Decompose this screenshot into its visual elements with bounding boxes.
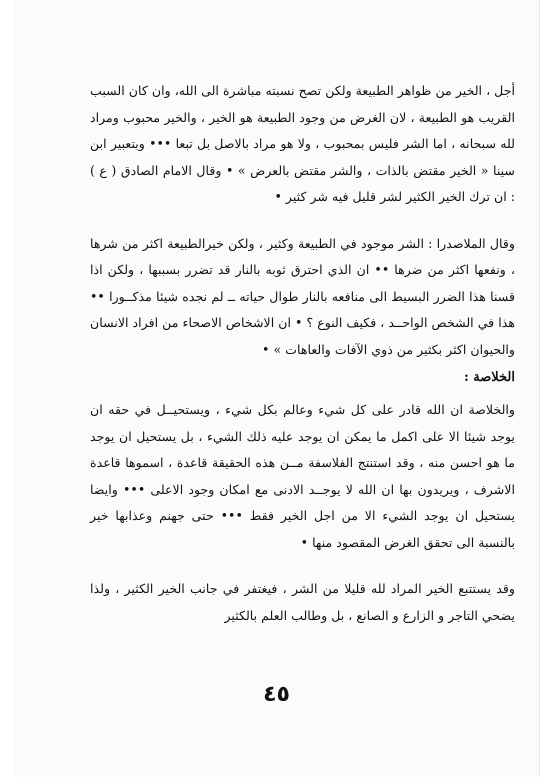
section-heading: الخلاصة :	[463, 370, 515, 385]
paragraph-1: أجل ، الخير من ظواهر الطبيعة ولكن تصح نسبته مباشرة الى الله، وان كان السبب القريب هو الطبيعة ، لان الغرض من وجود الطبيعة هو الخير ، والخير محبوب ومراد لله سبحانه ، اما الشر فليس بمحبوب ، ولا هو مراد بالاصل بل تبعا ••• وبتعبير ابن سينا « الخير مقتض بالذات ، والشر مقتض بالعرض » • وقال الامام الصادق ( ع ) : ان ترك الخير الكثير لشر قليل فيه شر كثير •	[90, 83, 515, 204]
document-body	[90, 78, 515, 629]
page-number: ٤٥	[263, 682, 290, 707]
paragraph-2: وقال الملاصدرا : الشر موجود في الطبيعة وكثير ، ولكن خيرالطبيعة اكثر من شرها ، ونفعها اكثر من ضرها •• ان الذي احترق ثوبه بالنار قد تضرر بسببها ، ولكن اذا قسنا هذا الضرر البسيط الى منافعه بالنار طوال حياته ــ لم نجده شيئا مذكــورا •• هذا في الشخص الواحــد ، فكيف النوع ؟ • ان الاشخاص الاصحاء من افراد الانسان والحيوان اكثر بكثير من ذوي الآفات والعاهات » •	[90, 235, 515, 357]
paragraph-gap	[90, 211, 515, 231]
paragraph-4: وقد يستتبع الخير المراد لله قليلا من الشر ، فيغتفر في جانب الخير الكثير ، ولذا يضحي التاجر و الزارع و الصانع ، بل وطالب العلم بالكثير	[90, 581, 515, 623]
paragraph-3: والخلاصة ان الله قادر على كل شيء وعالم بكل شيء ، ويستحيــل في حقه ان يوجد شيئا الا على اكمل ما يمكن ان يوجد عليه ذلك الشيء ، بل يستحيل ان يوجد ما هو احسن منه ، وقد استنتج الفلاسفة مــن هذه الحقيقة قاعدة ، اسموها قاعدة الاشرف ، ويريدون بها ان الله لا يوجــد الادنى مع امكان وجود الاعلى ••• وايضا يستحيل ان يوجد الشيء الا من اجل الخير فقط ••• حتى جهنم وعذابها خير بالنسبة الى تحقق الغرض المقصود منها •	[90, 402, 515, 550]
page-sheet	[14, 0, 540, 777]
paragraph-gap	[90, 556, 515, 576]
